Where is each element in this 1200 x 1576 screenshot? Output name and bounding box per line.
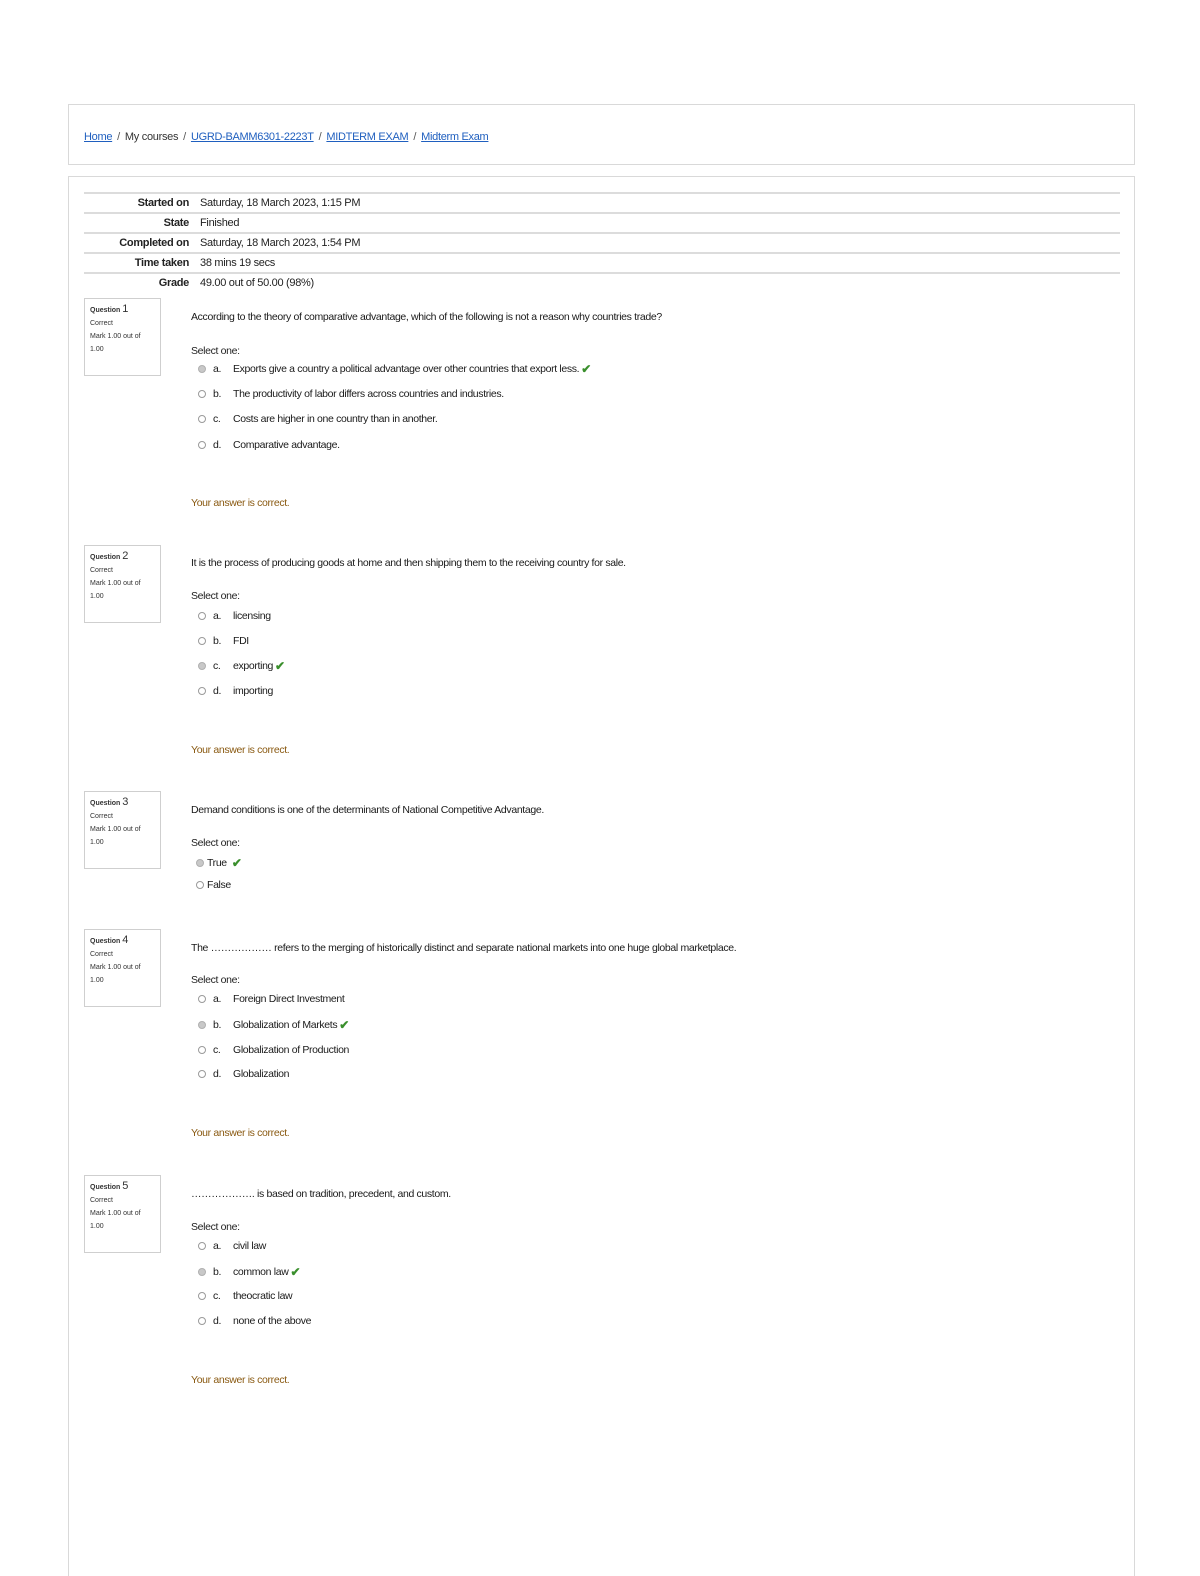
question-status: Correct	[90, 1197, 113, 1204]
state-value: Finished	[200, 217, 240, 229]
question-mark: Mark 1.00 out of 1.00	[90, 1210, 141, 1230]
answer-option[interactable]: b. common law ✔	[198, 1265, 300, 1279]
answer-option[interactable]: c. theocratic law	[198, 1290, 292, 1302]
question-info-3	[84, 791, 161, 869]
answer-option[interactable]: b. The productivity of labor differs across countries and industries.	[198, 388, 504, 400]
answer-option[interactable]: d. Globalization	[198, 1068, 289, 1080]
answer-option[interactable]: c. Globalization of Production	[198, 1044, 349, 1056]
breadcrumb-separator: /	[413, 131, 417, 143]
answer-option[interactable]: d. Comparative advantage.	[198, 439, 340, 451]
started-on-value: Saturday, 18 March 2023, 1:15 PM	[200, 197, 361, 209]
completed-on-value: Saturday, 18 March 2023, 1:54 PM	[200, 237, 361, 249]
radio-icon[interactable]	[198, 390, 206, 398]
radio-icon[interactable]	[198, 662, 206, 670]
summary-row-state	[84, 212, 1120, 232]
check-icon: ✔	[339, 1018, 349, 1032]
question-number: Question 5	[90, 1180, 129, 1192]
breadcrumb-separator: /	[117, 131, 120, 143]
check-icon: ✔	[581, 362, 591, 376]
select-one-label: Select one:	[191, 345, 240, 357]
answer-option[interactable]: True ✔	[196, 856, 242, 870]
summary-row-grade	[84, 272, 1120, 292]
question-text-4: The ……………… refers to the merging of historically distinct and separate national markets into one huge global marketplace.	[191, 942, 737, 954]
breadcrumb-my-courses: My courses	[124, 131, 179, 143]
question-number: Question 2	[90, 550, 129, 562]
question-mark: Mark 1.00 out of 1.00	[90, 333, 141, 353]
question-number: Question 4	[90, 934, 129, 946]
answer-option[interactable]: b. Globalization of Markets ✔	[198, 1018, 349, 1032]
breadcrumb-section-link[interactable]: MIDTERM EXAM	[326, 131, 409, 143]
feedback-text-1: Your answer is correct.	[191, 497, 290, 509]
completed-on-label: Completed on	[119, 237, 189, 249]
answer-option[interactable]: a. civil law	[198, 1240, 266, 1252]
question-status: Correct	[90, 951, 113, 958]
radio-icon[interactable]	[198, 612, 206, 620]
answer-option[interactable]: c. Costs are higher in one country than in another.	[198, 413, 437, 425]
question-info-2	[84, 545, 161, 623]
answer-option[interactable]: d. none of the above	[198, 1315, 311, 1327]
feedback-text-2: Your answer is correct.	[191, 744, 290, 756]
radio-icon[interactable]	[198, 415, 206, 423]
answer-option[interactable]: a. licensing	[198, 610, 271, 622]
select-one-label: Select one:	[191, 837, 240, 849]
breadcrumb-separator: /	[318, 131, 322, 143]
breadcrumb	[84, 131, 488, 143]
time-taken-value: 38 mins 19 secs	[200, 257, 275, 269]
radio-icon[interactable]	[198, 441, 206, 449]
question-text-2: It is the process of producing goods at home and then shipping them to the receiving country for sale.	[191, 557, 626, 569]
radio-icon[interactable]	[198, 1021, 206, 1029]
radio-icon[interactable]	[198, 1268, 206, 1276]
radio-icon[interactable]	[198, 1317, 206, 1325]
answer-option[interactable]: c. exporting ✔	[198, 659, 285, 673]
check-icon: ✔	[231, 856, 242, 870]
breadcrumb-quiz-link[interactable]: Midterm Exam	[421, 131, 489, 143]
radio-icon[interactable]	[198, 1292, 206, 1300]
question-status: Correct	[90, 567, 113, 574]
feedback-text-4: Your answer is correct.	[191, 1127, 290, 1139]
summary-row-time	[84, 252, 1120, 272]
state-label: State	[163, 217, 189, 229]
attempt-summary-table	[84, 192, 1120, 292]
answer-option[interactable]: a. Foreign Direct Investment	[198, 993, 344, 1005]
answer-option[interactable]: b. FDI	[198, 635, 249, 647]
question-number: Question 3	[90, 796, 129, 808]
radio-icon[interactable]	[198, 1070, 206, 1078]
answer-option[interactable]: False	[196, 879, 231, 891]
started-on-label: Started on	[137, 197, 189, 209]
question-number: Question 1	[90, 303, 129, 315]
question-mark: Mark 1.00 out of 1.00	[90, 580, 141, 600]
question-text-1: According to the theory of comparative advantage, which of the following is not a reason why countries trade?	[191, 311, 662, 323]
answer-option[interactable]: d. importing	[198, 685, 273, 697]
question-status: Correct	[90, 320, 113, 327]
summary-row-started	[84, 192, 1120, 212]
radio-icon[interactable]	[198, 687, 206, 695]
breadcrumb-separator: /	[183, 131, 186, 143]
radio-icon[interactable]	[196, 881, 204, 889]
question-status: Correct	[90, 813, 113, 820]
grade-value: 49.00 out of 50.00 (98%)	[200, 277, 314, 289]
question-info-1	[84, 298, 161, 376]
quiz-review-panel	[68, 176, 1135, 1576]
question-info-4	[84, 929, 161, 1007]
answer-option[interactable]: a. Exports give a country a political advantage over other countries that export less. ✔	[198, 362, 591, 376]
question-text-3: Demand conditions is one of the determinants of National Competitive Advantage.	[191, 804, 544, 816]
check-icon: ✔	[290, 1265, 301, 1279]
radio-icon[interactable]	[196, 859, 204, 867]
question-mark: Mark 1.00 out of 1.00	[90, 826, 141, 846]
check-icon: ✔	[275, 659, 285, 673]
feedback-text-5: Your answer is correct.	[191, 1374, 290, 1386]
select-one-label: Select one:	[191, 590, 240, 602]
question-text-5: ………………. is based on tradition, precedent, and custom.	[191, 1188, 451, 1200]
radio-icon[interactable]	[198, 995, 206, 1003]
summary-row-completed	[84, 232, 1120, 252]
radio-icon[interactable]	[198, 637, 206, 645]
breadcrumb-course-link[interactable]: UGRD-BAMM6301-2223T	[190, 131, 314, 143]
radio-icon[interactable]	[198, 1242, 206, 1250]
select-one-label: Select one:	[191, 974, 240, 986]
breadcrumb-home-link[interactable]: Home	[84, 131, 113, 143]
question-mark: Mark 1.00 out of 1.00	[90, 964, 141, 984]
radio-icon[interactable]	[198, 365, 206, 373]
select-one-label: Select one:	[191, 1221, 240, 1233]
time-taken-label: Time taken	[134, 257, 189, 269]
question-info-5	[84, 1175, 161, 1253]
grade-label: Grade	[158, 277, 189, 289]
radio-icon[interactable]	[198, 1046, 206, 1054]
